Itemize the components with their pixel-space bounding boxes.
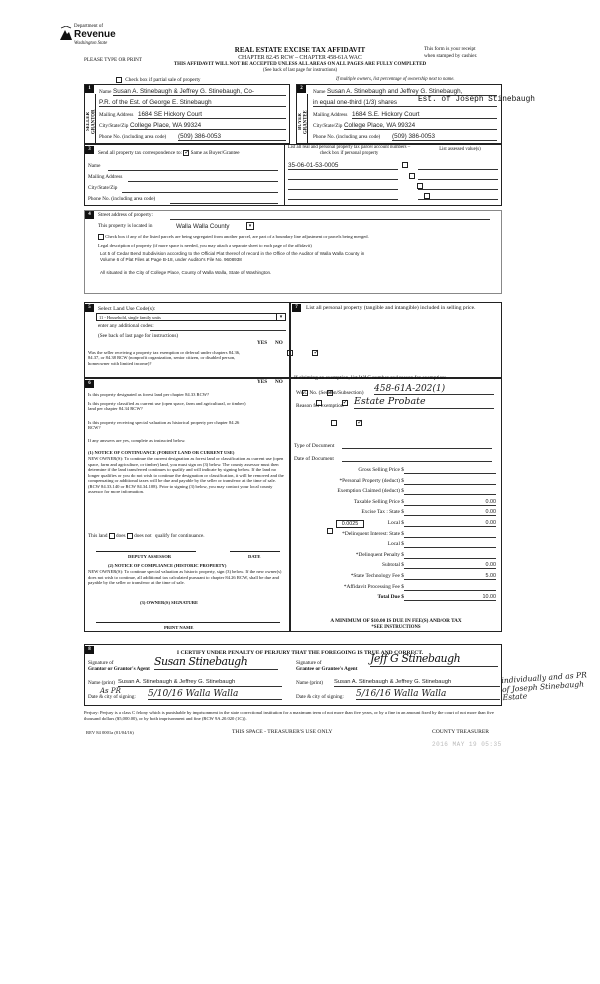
seller-phone-label: Phone No. (including area code) <box>99 134 167 140</box>
grantor-date-label: Date & city of signing: <box>88 694 136 700</box>
perjury-statement: Perjury: Perjury is a class C felony which is punishable by imprisonment in the state correctional institution for a maximum term of not more than five years, or by a fine in an amount fixed by the court of not more than five thousand dollars ($5,000.00), or by both imprisonment and fine (RCW 9A.20.020 (1C)). <box>84 710 494 721</box>
grantee-date-label: Date & city of signing: <box>296 694 344 700</box>
buyer-name-line1[interactable]: Susan A. Stinebaugh and Jeffrey G. Stinebaugh, <box>327 88 497 96</box>
seller-name-label: Name <box>99 89 112 95</box>
s5-see-back: (See back of last page for instructions) <box>98 333 179 339</box>
assessed-field-2[interactable] <box>418 179 498 180</box>
tax-row-label: Total Due $ <box>377 594 404 601</box>
legal-description-label: Legal description of property (if more space is needed, you may attach a separate sheet to each page of the affidavit) <box>98 243 312 248</box>
s3-name-field[interactable] <box>108 170 278 171</box>
located-label: This property is located in <box>98 223 153 229</box>
wac-field[interactable]: 458-61A-202(1) <box>374 384 494 395</box>
certify-statement: I CERTIFY UNDER PENALTY OF PERJURY THAT THE FOREGOING IS TRUE AND CORRECT. <box>176 650 424 656</box>
tax-row-value[interactable]: 0.00 <box>404 520 496 527</box>
s5-yes-header: YES <box>257 340 268 346</box>
tax-row-value[interactable] <box>404 467 496 474</box>
tax-row-label: *Personal Property (deduct) $ <box>339 477 404 484</box>
tax-row-value[interactable] <box>404 478 496 485</box>
section-8-number: 8 <box>85 646 94 654</box>
q-exemption-text: Was the seller receiving a property tax exemption or deferral under chapters 84.36, 84.37, or 84.38 RCW (nonprofit organization, senior citizen, or disabled person, homeowner with limited income)? <box>88 350 241 366</box>
grantor-sig-label1: Signature of <box>88 660 114 666</box>
county-select[interactable]: Walla Walla County <box>176 223 230 230</box>
not-accepted-notice: THIS AFFIDAVIT WILL NOT BE ACCEPTED UNLESS ALL AREAS ON ALL PAGES ARE FULLY COMPLETED <box>173 62 427 67</box>
segregated-row <box>98 234 369 241</box>
multiple-owners-note: If multiple owners, list percentage of ownership next to name. <box>336 77 455 82</box>
personal-property-label: List all personal property (tangible and intangible) included in selling price. <box>306 305 476 311</box>
send-correspondence-row <box>98 150 240 157</box>
tax-row-label: *Delinquent Interest: State $ <box>342 530 404 537</box>
deputy-date-label: DATE <box>248 554 261 559</box>
section-4-number: 4 <box>85 211 94 219</box>
parcel-field-3[interactable] <box>288 189 398 190</box>
grantee-name-label: Name (print) <box>296 680 323 686</box>
see-back-note: (See back of last page for instructions) <box>262 68 338 73</box>
tax-row-value[interactable] <box>404 488 496 495</box>
minimum-due-note: A MINIMUM OF $10.00 IS DUE IN FEE(S) AND/OR TAX <box>330 618 462 624</box>
grantor-sig-label2: Grantor or Grantor's Agent <box>88 666 150 672</box>
date-doc-label: Date of Document <box>294 456 334 462</box>
section-1-number: 1 <box>85 85 94 93</box>
seller-city-field[interactable]: College Place, WA 99324 <box>130 122 286 130</box>
s3-phone-field[interactable] <box>170 203 278 204</box>
county-treasurer-label: COUNTY TREASURER <box>432 729 490 735</box>
section-6-number: 6 <box>85 380 94 388</box>
tax-row-label: *Affidavit Processing Fee $ <box>343 583 404 590</box>
grantor-name-label: Name (print) <box>88 680 115 686</box>
county-dropdown-chevron-icon[interactable]: ▾ <box>246 222 254 230</box>
dept-line1: Department of <box>74 24 104 29</box>
q-current-use-text: Is this property classified as current use (open space, farm and agricultural, or timber) land per chapter 84.34 RCW? <box>88 401 246 412</box>
tax-row-value[interactable] <box>404 584 496 591</box>
tax-row-value[interactable] <box>404 531 496 538</box>
type-doc-field[interactable] <box>342 448 492 449</box>
seller-phone-field[interactable]: (509) 386-0053 <box>178 133 286 141</box>
parcel-personal-checkbox-2[interactable] <box>409 173 415 179</box>
tax-row-label: Exemption Claimed (deduct) $ <box>337 488 404 495</box>
land-use-select[interactable] <box>96 313 286 321</box>
type-doc-label: Type of Document <box>294 443 335 449</box>
reason-label: Reason for exemption <box>296 403 344 409</box>
form-title: REAL ESTATE EXCISE TAX AFFIDAVIT <box>234 46 366 54</box>
treasurer-use-label: THIS SPACE - TREASURER'S USE ONLY <box>232 729 333 735</box>
seller-mailing-field[interactable]: 1684 SE Hickory Court <box>138 111 286 119</box>
tax-row-value[interactable] <box>404 552 496 559</box>
partial-sale-label: Check box if partial sale of property <box>125 77 201 84</box>
buyer-phone-label: Phone No. (including area code) <box>313 134 381 140</box>
dept-revenue: Revenue <box>74 29 116 40</box>
tax-row-value[interactable]: 0.00 <box>404 562 496 569</box>
seller-name-line1[interactable]: Susan A. Stinebaugh & Jeffrey G. Stinebaugh, Co- <box>113 88 286 96</box>
grantor-name-extra: As PR <box>100 687 121 695</box>
buyer-name-line2[interactable]: in equal one-third (1/3) shares <box>313 99 497 107</box>
seller-side-label: SELLER GRANTOR <box>86 109 97 135</box>
additional-codes-label: enter any additional codes: <box>98 323 154 329</box>
seller-name-line2[interactable]: P.R. of the Est. of George E. Stinebaugh <box>99 99 286 107</box>
tax-row-value[interactable]: 0.00 <box>404 509 496 516</box>
received-stamp: 2016 MAY 19 05:35 <box>432 741 502 748</box>
buyer-side-label: BUYER GRANTEE <box>298 110 309 134</box>
local-rate-checkbox[interactable] <box>327 528 333 534</box>
grantee-date-field[interactable]: 5/16/16 Walla Walla <box>356 689 500 700</box>
s3-mailing-field[interactable] <box>128 181 278 182</box>
does-not-checkbox[interactable] <box>127 533 133 539</box>
s6-yes-header: YES <box>257 379 268 385</box>
s5-no-header: NO <box>275 340 283 346</box>
if-yes-note: If any answers are yes, complete as instructed below. <box>88 438 186 443</box>
s3-city-field[interactable] <box>122 192 278 193</box>
section-3-number: 3 <box>85 146 94 154</box>
segregated-checkbox[interactable] <box>98 234 104 240</box>
receipt-line1: This form is your receipt <box>424 46 476 52</box>
segregated-label: Check box if any of the listed parcels are being segregated from another parcel, are part of a boundary line adjustment or parcels being merged. <box>105 234 369 240</box>
grantor-signature[interactable]: Susan Stinebaugh <box>154 656 278 670</box>
buyer-name-extra: Est. of Joseph Stinebaugh <box>418 96 535 104</box>
tax-row-label: Subtotal $ <box>381 562 404 569</box>
s3-phone-label: Phone No. (including area code) <box>88 196 156 202</box>
see-instructions-note: *SEE INSTRUCTIONS <box>371 625 421 630</box>
buyer-city-field[interactable]: College Place, WA 99324 <box>344 122 497 130</box>
tax-row-label: Taxable Selling Price $ <box>353 498 404 505</box>
tax-row-value[interactable]: 10.00 <box>404 594 496 601</box>
notice1-title: (1) NOTICE OF CONTINUANCE (FOREST LAND OR CURRENT USE) <box>88 450 235 455</box>
grantee-handwritten-note: individually and as PR of Joseph Stinebaugh Estate <box>501 670 588 703</box>
grantee-signature[interactable]: Jeff G Stinebaugh <box>370 653 498 667</box>
notice2-title: (2) NOTICE OF COMPLIANCE (HISTORIC PROPERTY) <box>108 563 227 568</box>
parcel-personal-checkbox-1[interactable] <box>402 162 408 168</box>
owner-signature-label: (3) OWNER(S) SIGNATURE <box>140 600 199 605</box>
parcel-header: List all real and personal property tax parcel account numbers – check box if personal property <box>287 145 411 156</box>
deputy-assessor-label: DEPUTY ASSESSOR <box>128 554 172 559</box>
section-7 <box>290 302 502 378</box>
continuance-row <box>88 533 205 540</box>
assessed-field-4[interactable] <box>418 199 498 200</box>
s3-city-label: City/State/Zip <box>88 185 118 191</box>
assessed-field-1[interactable] <box>418 169 498 170</box>
section-7-number: 7 <box>292 304 301 312</box>
buyer-phone-field[interactable]: (509) 386-0053 <box>392 133 497 141</box>
legal-line1: Lot 5 of Cedar Bend Subdivision according to the Official Plat thereof of record in the Office of the Auditor of Walla Walla County in <box>100 251 365 256</box>
reason-field[interactable]: Estate Probate <box>354 397 494 409</box>
receipt-line2: when stamped by cashier. <box>424 53 478 59</box>
land-use-value: 11 - Household, single family units <box>99 315 161 320</box>
tax-row-label: Excise Tax : State $ <box>361 509 404 516</box>
print-name-label: PRINT NAME <box>164 625 194 630</box>
tax-row-value[interactable] <box>404 541 496 548</box>
wac-label: WAC No. (Section/Subsection) <box>296 390 364 396</box>
parcel-field-2[interactable] <box>288 179 398 180</box>
land-use-label: Select Land Use Code(s): <box>98 306 156 312</box>
street-address-label: Street address of property: <box>98 212 153 218</box>
legal-line3: All situated in the City of College Place, County of Walla Walla, State of Washington. <box>100 270 272 275</box>
q-historic-text: Is this property receiving special valuation as historical property per chapter 84.26 RCW? <box>88 420 240 431</box>
grantee-name-field[interactable]: Susan A. Stinebaugh & Jeffrey G. Stinebaugh <box>334 679 500 687</box>
dept-line2: Washington State <box>74 41 108 46</box>
notice2-body: NEW OWNER(S): To continue special valuation as historic property, sign (3) below. If the new owner(s) does not wish to continue, all additional tax calculated pursuant to chapter 84.26 RCW, shall be due and payable by the seller or transferor at the time of sale. <box>88 569 282 585</box>
assessed-field-3[interactable] <box>418 189 498 190</box>
legal-line2: Volume 6 of Plat Files at Page B-18, under Auditor's File No. 9608938 <box>100 257 242 262</box>
this-land-label: This land <box>88 533 108 540</box>
additional-codes-field[interactable] <box>150 330 286 331</box>
tax-row-value[interactable]: 0.00 <box>404 499 496 506</box>
buyer-city-label: City/State/Zip <box>313 123 343 129</box>
grantor-name-field[interactable]: Susan A. Stinebaugh & Jeffrey G. Stinebaugh <box>118 679 282 687</box>
seller-city-label: City/State/Zip <box>99 123 129 129</box>
does-label: does <box>116 533 126 540</box>
tax-row-label: *Delinquent Penalty $ <box>355 551 404 558</box>
notice1-body: NEW OWNER(S): To continue the current designation as forest land or classification as current use (open space, farm and agriculture, or timber) land, you must sign on (3) below. The county assessor must then determine if the land transferred continues to qualify and will indicate by signing below. If the land no longer qualifies or you do not wish to continue the designation or classification, it will be removed and the compensating or additional taxes will be due and payable by the seller or transferor at the time of sale. (RCW 84.33.140 or RCW 84.34.108). Prior to signing (3) below, you may contact your local county assessor for more information. <box>88 456 284 494</box>
s6-no-header: NO <box>275 379 283 385</box>
same-as-buyer-checkbox[interactable] <box>183 150 189 156</box>
send-correspondence-label: Send all property tax correspondence to: <box>98 150 182 157</box>
buyer-mailing-field[interactable]: 1684 S.E. Hickory Court <box>352 111 497 119</box>
tax-row-label: Local $ <box>387 520 404 526</box>
q-forest-text: Is this property designated as forest land per chapter 84.33 RCW? <box>88 392 210 397</box>
exemption-label: If claiming an exemption, list WAC number and reason for exemption: <box>294 375 447 381</box>
does-checkbox[interactable] <box>109 533 115 539</box>
does-not-label: does not <box>134 533 152 540</box>
grantee-sig-label1: Signature of <box>296 660 322 666</box>
assessed-header: List assessed value(s) <box>439 147 481 152</box>
partial-sale-checkbox[interactable] <box>116 77 122 83</box>
tax-row-value[interactable]: 5.00 <box>404 573 496 580</box>
local-rate-field[interactable]: 0.0025 <box>336 520 364 528</box>
form-rev: REV 84 0001a (01/04/16) <box>86 730 134 735</box>
mountain-logo-icon <box>60 26 72 40</box>
land-use-chevron-icon[interactable]: ▾ <box>276 313 286 321</box>
grantor-date-field[interactable]: 5/10/16 Walla Walla <box>148 689 282 700</box>
date-doc-field[interactable] <box>342 461 492 462</box>
buyer-mailing-label: Mailing Address <box>313 112 348 118</box>
grantee-sig-label2: Grantee or Grantee's Agent <box>296 666 358 672</box>
seller-mailing-label: Mailing Address <box>99 112 134 118</box>
tax-row-label: Local $ <box>387 541 404 548</box>
buyer-name-label: Name <box>313 89 326 95</box>
s3-name-label: Name <box>88 163 101 169</box>
s3-mailing-label: Mailing Address <box>88 174 123 180</box>
street-address-field[interactable] <box>170 219 490 220</box>
parcel-field-4[interactable] <box>288 199 398 200</box>
same-as-buyer-label: Same as Buyer/Grantee <box>190 150 240 157</box>
tax-row-label: Gross Selling Price $ <box>358 467 404 473</box>
tax-row-label: *State Technology Fee $ <box>350 573 404 579</box>
parcel-field-1[interactable]: 35-06-01-53-0005 <box>288 162 398 170</box>
section-2-number: 2 <box>297 85 306 93</box>
please-type: PLEASE TYPE OR PRINT <box>84 57 142 63</box>
section-5-number: 5 <box>85 304 94 312</box>
form-chapter: CHAPTER 82.45 RCW – CHAPTER 458-61A WAC <box>238 55 362 61</box>
qualify-label: qualify for continuance. <box>154 533 205 540</box>
section-6 <box>84 378 290 632</box>
